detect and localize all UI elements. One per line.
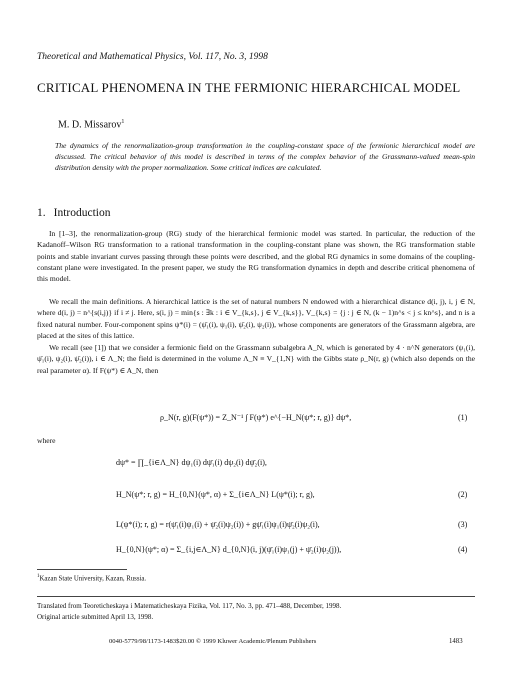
- where-label: where: [37, 436, 56, 445]
- abstract: The dynamics of the renormalization-group transformation in the coupling-constant space of the fermionic hierarchical model are discussed. The critical behavior of this model is described in terms of the complex behavior of the Grassmann-valued mean-spin distribution density with the proper normalization. Some critical indices are calculated.: [55, 141, 475, 173]
- footnote-mark: 1: [37, 574, 40, 579]
- footnote: [37, 574, 146, 582]
- author-footnote-mark: 1: [121, 119, 125, 125]
- translation-note: [37, 601, 475, 622]
- page-number: 1483: [449, 638, 463, 645]
- footnote-text: Kazan State University, Kazan, Russia.: [39, 575, 147, 583]
- equation-4: H_{0,N}(ψ*; α) = Σ_{i,j∈Λ_N} d_{0,N}(i, j)(ψ̄₁(i)ψ₁(j) + ψ̄₂(i)ψ₂(j)),: [116, 545, 342, 554]
- footnote-divider: [37, 569, 127, 570]
- equation-1-number: (1): [458, 413, 468, 422]
- section-number: 1.: [37, 207, 46, 219]
- paragraph-2: We recall the main definitions. A hierarchical lattice is the set of natural numbers N endowed with a hierarchical distance d(i, j), i, j ∈ N, where d(i, j) = n^{s(i,j)} if i ≠ j. Here, s(i, j) = min{s : ∃k : i ∈ V_{k,s}, j ∈ V_{k,s}}, V_{k,s} = {j : j ∈ N, (k − 1)n^s < j ≤ kn^s}, and n is a fixed natural number. Four-component spins ψ*(i) = (ψ̄₁(i), ψ₁(i), ψ̄₂(i), ψ₂(i)), whose components are generators of the Grassmann algebra, are placed at the sites of this lattice.: [37, 297, 475, 340]
- author-name: M. D. Missarov: [58, 119, 122, 131]
- paragraph-3: We recall (see [1]) that we consider a fermionic field on the Grassmann subalgebra A_N, which is generated by 4 · n^N generators (ψ₁(i), ψ̄₁(i), ψ₂(i), ψ̄₂(i)), i ∈ Λ_N; the field is determined in the volume Λ_N ≡ V_{1,N} with the Gibbs state ρ_N(r, g) (which also depends on the real parameter α). If F(ψ*) ∈ A_N, then: [37, 343, 475, 375]
- equation-2-number: (2): [458, 490, 468, 499]
- paragraph-1: In [1–3], the renormalization-group (RG) study of the hierarchical fermionic model was started. In particular, the reduction of the Kadanoff–Wilson RG transformation to a rational transformation in the coupling-constant plane was shown, the RG transformation stable points and stable invariant curves passing through these points were described, and the global RG dynamics in some domains of the coupling-constant plane were investigated. In the present paper, we study the RG transformation dynamics in depth and describe critical phenomena of this model.: [37, 229, 475, 284]
- copyright-line: 0040-5779/98/1173-1483$20.00 © 1999 Kluwer Academic/Plenum Publishers: [109, 638, 317, 645]
- translation-divider: [37, 596, 475, 597]
- equation-3: L(ψ*(i); r, g) = r(ψ̄₁(i)ψ₁(i) + ψ̄₂(i)ψ₂(i)) + gψ̄₁(i)ψ₁(i)ψ̄₂(i)ψ₂(i),: [116, 520, 320, 529]
- section-heading: [37, 207, 110, 219]
- author-line: [58, 119, 124, 130]
- equation-1: ρ_N(r, g)(F(ψ*)) = Z_N⁻¹ ∫ F(ψ*) e^{−H_N(ψ*; r, g)} dψ*,: [160, 413, 352, 422]
- equation-2: H_N(ψ*; r, g) = H_{0,N}(ψ*, α) + Σ_{i∈Λ_N} L(ψ*(i); r, g),: [116, 490, 315, 499]
- translation-line-2: Original article submitted April 13, 1998.: [37, 612, 154, 621]
- translation-line-1: Translated from Teoreticheskaya i Matematicheskaya Fizika, Vol. 117, No. 3, pp. 471–488, December, 1998.: [37, 602, 342, 610]
- equation-dpsi: dψ* = ∏_{i∈Λ_N} dψ₁(i) dψ̄₁(i) dψ₂(i) dψ̄₂(i),: [116, 458, 267, 467]
- section-title: Introduction: [53, 207, 111, 219]
- equation-4-number: (4): [458, 545, 468, 554]
- equation-3-number: (3): [458, 520, 468, 529]
- article-title: CRITICAL PHENOMENA IN THE FERMIONIC HIERARCHICAL MODEL: [37, 80, 461, 95]
- journal-header: Theoretical and Mathematical Physics, Vol. 117, No. 3, 1998: [37, 52, 268, 62]
